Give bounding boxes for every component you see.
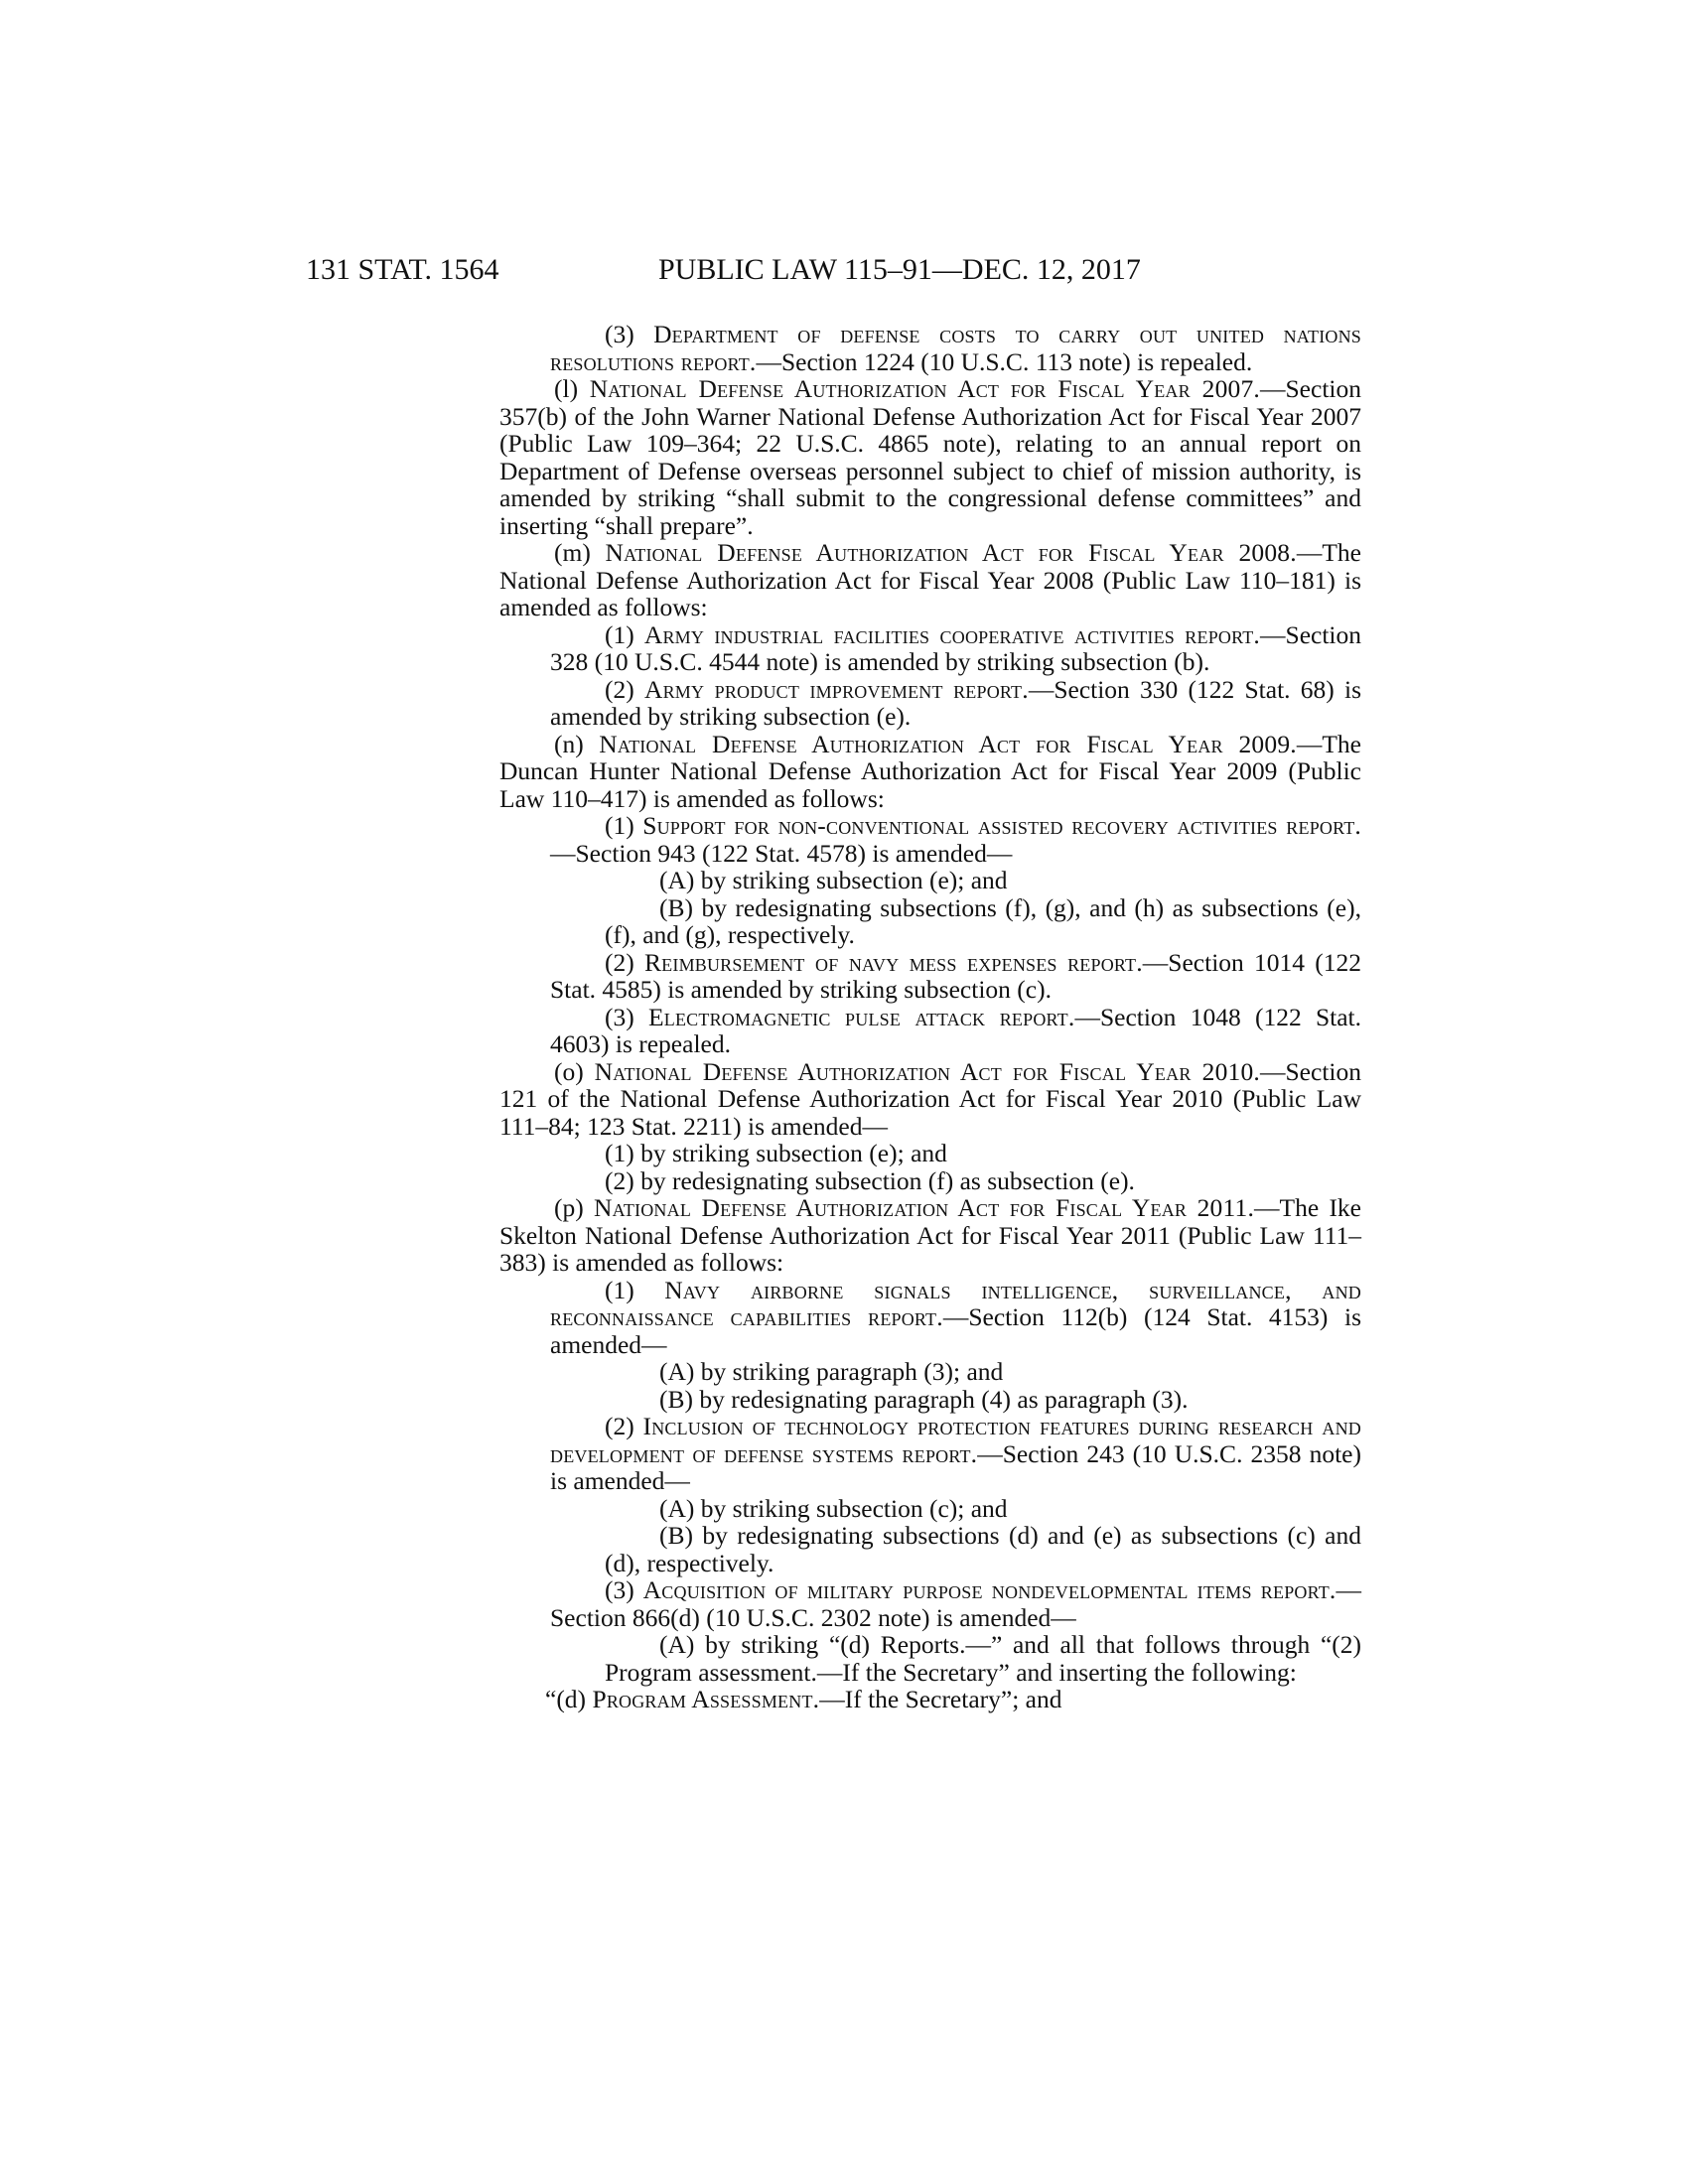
paragraph-number: (B) — [659, 1384, 693, 1414]
paragraph-heading: Inclusion of technology protection features during research and development of defense systems report. — [550, 1412, 1362, 1468]
paragraph-heading: Army product improvement report. — [643, 674, 1029, 704]
document-paragraph — [499, 676, 1361, 731]
document-paragraph — [499, 1522, 1361, 1576]
paragraph-text: —Section 943 (122 Stat. 4578) is amended— — [550, 838, 1013, 868]
document-paragraph — [499, 321, 1361, 375]
paragraph-text: —Section 1224 (10 U.S.C. 113 note) is repealed. — [756, 346, 1253, 376]
document-paragraph — [499, 1495, 1361, 1523]
document-paragraph — [499, 1358, 1361, 1386]
paragraph-text: by redesignating paragraph (4) as paragraph (3). — [699, 1384, 1189, 1414]
public-law-title: PUBLIC LAW 115–91—DEC. 12, 2017 — [658, 253, 1141, 286]
document-paragraph — [499, 812, 1361, 867]
document-paragraph — [499, 1413, 1361, 1495]
paragraph-heading: Navy airborne signals intelligence, surveillance, and reconnaissance capabilities report. — [550, 1275, 1362, 1331]
paragraph-number: (B) — [659, 1521, 693, 1550]
document-paragraph — [499, 1194, 1361, 1277]
paragraph-text: —Section 330 (122 Stat. 68) is amended by striking subsection (e). — [550, 674, 1361, 731]
paragraph-heading: National Defense Authorization Act for Fiscal Year 2007. — [589, 374, 1260, 403]
document-paragraph — [499, 894, 1361, 949]
paragraph-text: —Section 121 of the National Defense Authorization Act for Fiscal Year 2010 (Public Law 111–84; 123 Stat. 2211) is amended— — [499, 1056, 1361, 1141]
paragraph-number: (2) — [605, 947, 634, 977]
page-header — [0, 250, 1688, 290]
paragraph-number: (3) — [605, 320, 634, 348]
paragraph-number: (n) — [554, 729, 584, 758]
paragraph-heading: Army industrial facilities cooperative activities report. — [643, 619, 1261, 649]
paragraph-number: (A) — [659, 1357, 695, 1386]
closing-line — [499, 1686, 1361, 1713]
paragraph-number: (1) — [605, 1139, 634, 1167]
paragraph-number: (A) — [659, 1630, 695, 1659]
paragraph-heading: Electromagnetic pulse attack report. — [648, 1002, 1075, 1031]
paragraph-number: (B) — [659, 892, 693, 922]
paragraph-text: —Section 866(d) (10 U.S.C. 2302 note) is amended— — [550, 1575, 1361, 1632]
paragraph-number: (p) — [554, 1193, 584, 1222]
paragraph-number: (3) — [605, 1575, 634, 1604]
paragraph-text: —Section 1014 (122 Stat. 4585) is amended by striking subsection (c). — [550, 947, 1361, 1004]
document-paragraph — [499, 1058, 1361, 1141]
paragraph-text: —Section 328 (10 U.S.C. 4544 note) is amended by striking subsection (b). — [550, 619, 1362, 676]
document-paragraph — [499, 1140, 1361, 1167]
document-paragraph — [499, 1277, 1361, 1359]
paragraph-number: (1) — [605, 811, 634, 840]
paragraph-heading: Support for non-conventional assisted recovery activities report. — [642, 811, 1362, 840]
document-paragraph — [499, 539, 1361, 621]
paragraph-number: (m) — [554, 538, 591, 567]
paragraph-text: by redesignating subsections (d) and (e) as subsections (c) and (d), respectively. — [605, 1521, 1361, 1577]
document-paragraph — [499, 1631, 1361, 1686]
document-paragraph — [499, 1386, 1361, 1414]
paragraph-heading: National Defense Authorization Act for Fiscal Year 2009. — [599, 729, 1297, 758]
paragraph-text: by striking “(d) Reports.—” and all that follows through “(2) Program assessment.—If the Secretary” and inserting the following: — [605, 1630, 1361, 1687]
document-paragraph — [499, 731, 1361, 813]
paragraph-text: by striking subsection (c); and — [700, 1493, 1008, 1523]
paragraph-heading: National Defense Authorization Act for Fiscal Year 2008. — [605, 538, 1297, 567]
closing-text: —If the Secretary”; and — [819, 1685, 1062, 1713]
paragraph-heading: Acquisition of military purpose nondevelopmental items report. — [642, 1575, 1336, 1604]
closing-heading: Program Assessment. — [592, 1685, 820, 1713]
paragraph-number: (A) — [659, 1493, 695, 1523]
paragraph-text: —Section 357(b) of the John Warner National Defense Authorization Act for Fiscal Year 2007 (Public Law 109–364; 22 U.S.C. 4865 note), relating to an annual report on Department of Defense overseas personnel subject to chief of mission authority, is amended by striking “shall submit to the congressional defense committees” and inserting “shall prepare”. — [499, 374, 1361, 540]
paragraph-number: (2) — [605, 1165, 634, 1195]
document-body — [499, 321, 1361, 1713]
paragraph-number: (A) — [659, 866, 695, 894]
paragraph-text: —Section 112(b) (124 Stat. 4153) is amended— — [550, 1302, 1362, 1359]
paragraph-text: —Section 243 (10 U.S.C. 2358 note) is amended— — [550, 1438, 1361, 1495]
document-paragraph — [499, 375, 1361, 539]
paragraph-number: (3) — [605, 1002, 634, 1031]
paragraph-text: by striking paragraph (3); and — [700, 1357, 1004, 1386]
paragraph-heading: Reimbursement of navy mess expenses report. — [643, 947, 1143, 977]
paragraph-number: (1) — [605, 1275, 634, 1304]
closing-number: “(d) — [545, 1685, 587, 1713]
paragraph-text: —The National Defense Authorization Act for Fiscal Year 2008 (Public Law 110–181) is amended as follows: — [499, 538, 1361, 621]
paragraph-text: —The Ike Skelton National Defense Authorization Act for Fiscal Year 2011 (Public Law 111–383) is amended as follows: — [499, 1193, 1362, 1277]
paragraph-text: by striking subsection (e); and — [700, 866, 1008, 894]
paragraph-heading: National Defense Authorization Act for Fiscal Year 2010. — [594, 1056, 1260, 1086]
paragraph-number: (o) — [554, 1056, 584, 1086]
paragraph-text: —The Duncan Hunter National Defense Authorization Act for Fiscal Year 2009 (Public Law 110–417) is amended as follows: — [499, 729, 1361, 813]
paragraph-number: (1) — [605, 619, 634, 649]
document-paragraph — [499, 1167, 1361, 1195]
document-paragraph — [499, 1576, 1361, 1631]
document-paragraph — [499, 1004, 1361, 1058]
paragraph-number: (l) — [554, 374, 579, 403]
paragraph-number: (2) — [605, 674, 634, 704]
statute-citation: 131 STAT. 1564 — [306, 253, 499, 286]
document-paragraph — [499, 949, 1361, 1004]
document-paragraph — [499, 621, 1361, 676]
paragraph-text: by striking subsection (e); and — [640, 1139, 947, 1167]
paragraph-text: —Section 1048 (122 Stat. 4603) is repealed. — [550, 1002, 1362, 1058]
document-paragraph — [499, 867, 1361, 894]
paragraph-text: by redesignating subsection (f) as subsection (e). — [640, 1165, 1135, 1195]
paragraph-number: (2) — [605, 1412, 634, 1440]
paragraph-heading: Department of defense costs to carry out united nations resolutions report. — [550, 320, 1362, 376]
paragraph-heading: National Defense Authorization Act for Fiscal Year 2011. — [594, 1193, 1255, 1222]
paragraph-text: by redesignating subsections (f), (g), and (h) as subsections (e), (f), and (g), respectively. — [605, 892, 1361, 949]
